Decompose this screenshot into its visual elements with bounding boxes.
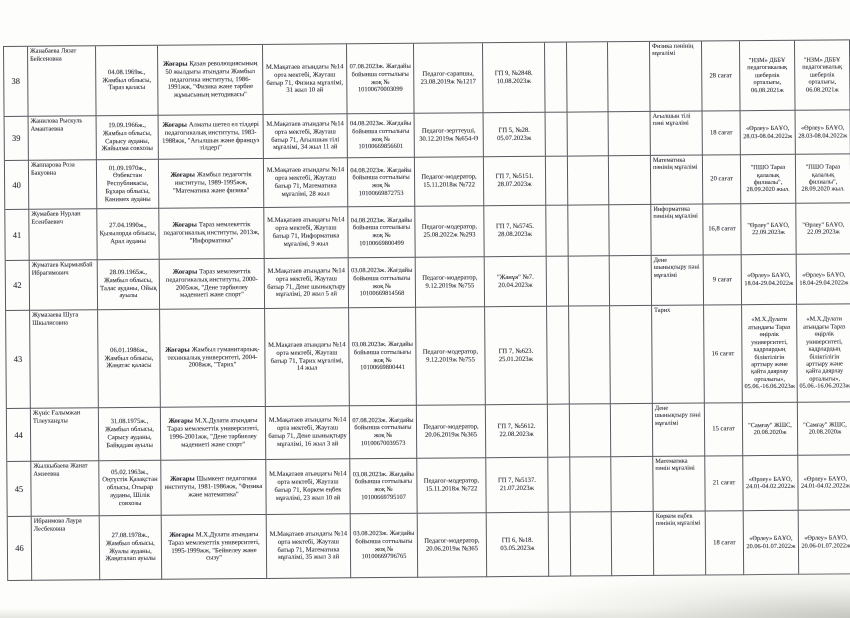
subject-cell: Информатика пәнінің мұғалімі (651, 205, 703, 256)
hours-cell: 9 сағат (704, 255, 742, 305)
spare-cell-1 (546, 157, 568, 206)
education-detail: Жамбыл гуманитарлық-техникалық университеті, 2004-2008жж, "Тарих" (167, 345, 260, 369)
category-cell: Педагог-модератор, 9.12.2019ж №755 (416, 307, 486, 406)
education-detail: Тараз мемлекеттік педагогикалық институты, 2000-2005жж, "Дене тәрбиелеу мәдениеті және спорт" (165, 268, 258, 299)
course-cell-1: "Самғау" ЖШС, 20.08.2020ж (743, 403, 798, 456)
category-cell: Педагог-модератор, 9.12.2019ж №755 (416, 257, 485, 308)
name-cell: Жуматаев Кырмыкбай Ибрагимович (30, 260, 98, 311)
name-cell: Жумазаева Шуга Шкылисовна (30, 310, 99, 409)
category-cell: Педагог-зерттеуші, 30.12.2019ж №654-Ө (415, 113, 484, 158)
course-cell-2: "Өрлеу" БАҰО, 22.09.2023ж (796, 203, 850, 254)
name-cell: Жанилова Рыскуль Амантаевна (29, 116, 97, 161)
subject-cell: Математика пәнінің мұғалімі (651, 156, 703, 205)
birth-cell: 01.09.1970ж., Өзбекстан Республикасы, Бұхара облысы, Канимех ауданы (97, 160, 159, 209)
table-row (6, 304, 850, 409)
course-cell-1: «Өрлеу» БАҰО, 28.03-08.04.2022ж (741, 111, 796, 155)
education-level-label: Жоғары (163, 60, 188, 68)
workplace-cell: М.Мақатаев атындағы №14 орта мектебі, Жауташ батыр 71, Физика мұғалімі, 31 жыл 10 ай (263, 44, 348, 115)
spare-cell-2 (568, 205, 609, 256)
course-cell-2: "Самғау" ЖШС, 20.08.2020ж (798, 402, 850, 455)
course-cell-2: "НЗМ» ДББҰ педагогикалық шеберлік орталығы, 06.08.2021ж (795, 40, 850, 110)
spare-cell-2 (568, 112, 609, 156)
gp-cell: "Жанұя" №7. 20.04.2023ж (485, 257, 547, 307)
record-cell: 03.08.2023ж. Жағдайы бойынша соттылығы жоқ № 10100669796765 (351, 514, 419, 579)
spare-cell-3 (610, 256, 652, 306)
education-level-label: Жоғары (170, 475, 195, 484)
birth-cell: 31.08.1975ж., Жамбыл облысы, Сарысу ауданы, Байқадам ауылы (99, 408, 161, 461)
table-row (5, 110, 850, 161)
subject-cell: Көркем еңбек пәнінің мұғалімі (654, 511, 707, 575)
course-cell-1: "ПШО Тараз қалалық филиалы", 28.09.2020 жыл. (741, 155, 796, 204)
spare-cell-1 (546, 113, 568, 157)
spare-cell-1 (549, 513, 572, 577)
hours-cell: 18 сағат (706, 511, 745, 575)
education-detail: Жамбыл педагогтік институты, 1989-1995жж, "Математика және физика" (172, 171, 252, 195)
table-row (6, 254, 850, 311)
subject-cell: Физика пәнінің мұғалімі (650, 42, 703, 112)
category-cell: Педагог-модератор, 20.06.2019ж №365 (417, 405, 486, 459)
education-detail: Қазан революциясының 50 жылдығы атындағы Жамбыл педагогика институты, 1986-1991жж, "Физика және тәрбие жұмысының методикасы" (165, 60, 258, 99)
table-row (5, 203, 850, 261)
spare-cell-3 (611, 457, 653, 512)
education-cell (161, 407, 266, 461)
course-cell-1: «Өрлеу» БАҰО, 18.04-29.04.2022ж (742, 255, 797, 305)
workplace-cell: М.Мақатаев атындағы №14 орта мектебі, Жауташ батыр 71, Информатика мұғалімі, 9 жыл (264, 207, 348, 259)
spare-cell-2 (567, 42, 609, 112)
hours-cell: 16 сағат (704, 305, 743, 403)
record-cell: 03.08.2023ж. Жағдайы бойынша соттылығы жоқ № 10100669814568 (349, 258, 416, 309)
birth-cell: 06.01.1986ж., Жамбыл облысы, Жаңатас қаласы (98, 310, 161, 408)
category-cell: Педагог-сарапшы, 23.08.2019ж №1217 (414, 43, 484, 114)
row-number-cell: 39 (5, 117, 29, 161)
gp-cell: ГП 7, №623. 25.01.2023ж (485, 307, 548, 405)
record-cell: 03.08.2023ж. Жағдайы бойынша соттылығы жоқ № 10100669800441 (349, 308, 417, 407)
birth-cell: 28.09.1965ж., Жамбыл облысы, Талас ауданы, Ойық ауылы (98, 260, 160, 310)
education-level-label: Жоғары (169, 531, 194, 539)
table-row (5, 154, 850, 210)
spare-cell-3 (608, 42, 651, 112)
table-row (7, 402, 850, 462)
spare-cell-2 (569, 256, 610, 306)
education-level-label: Жоғары (172, 268, 198, 276)
spare-cell-3 (611, 404, 653, 457)
gp-cell: ГП 6, №18. 03.05.2023ж (487, 513, 550, 577)
hours-cell: 15 сағат (705, 403, 743, 456)
name-cell: Жаппарова Роза Бакуовна (29, 160, 97, 210)
row-number-cell: 44 (7, 409, 31, 462)
course-cell-2: «Өрлеу» БАҰО, 20.06-01.07.2022ж (799, 510, 850, 574)
record-cell: 07.08.2023ж. Жағдайы бойынша соттылығы жоқ № 10100670039573 (350, 406, 417, 460)
education-cell (159, 208, 264, 260)
spare-cell-3 (610, 306, 653, 404)
birth-cell: 27.08.1978ж., Жамбыл облысы, Жуалы ауданы, Жаңаталап ауылы (100, 516, 163, 580)
table-row (8, 510, 850, 581)
education-detail: Тараз мемлекеттік педагогикалық институты, 2013ж, "Информатика" (163, 221, 260, 245)
course-cell-2: «Өрлеу» БАҰО, 24.01-04.02.2022ж (798, 455, 850, 510)
hours-cell: 21 сағат (705, 456, 743, 511)
subject-cell: Ағылшын тілі пәні мұғалімі (651, 112, 703, 156)
gp-cell: ГП 7, №5151. 28.07.2023ж (484, 157, 546, 206)
row-number-cell: 38 (4, 47, 29, 117)
row-number-cell: 40 (5, 161, 29, 210)
spare-cell-2 (570, 457, 611, 512)
hours-cell: 16,8 сағат (703, 204, 741, 255)
education-detail: М.Х.Дулати атындағы Тараз мемлекеттік университеті, 1995-1999жж, "Бейнелеу және сызу" (168, 530, 260, 562)
record-cell: 04.08.2023ж. Жағдайы бойынша соттылығы жоқ № 10100669872753 (348, 158, 415, 208)
workplace-cell: М.Мақатаев атындағы №14 орта мектебі, Жауташ батыр 71, Көркем еңбек мұғалімі, 23 жыл 10 ай (266, 459, 350, 515)
record-cell: 04.08.2023ж. Жағдайы бойынша соттылығы жоқ № 10100669800499 (348, 207, 415, 259)
spare-cell-3 (612, 512, 655, 576)
gp-cell: ГП 7, №5612. 22.08.2023ж (486, 405, 548, 458)
subject-cell: Дене шынықтыру пәні мұғалімі (652, 256, 704, 306)
hours-cell: 28 сағат (702, 41, 741, 111)
staff-table (3, 39, 850, 581)
course-cell-1: «Өрлеу» БАҰО, 24.01-04.02.2022ж (743, 456, 798, 511)
education-cell (160, 309, 266, 408)
row-number-cell: 43 (6, 311, 31, 409)
hours-cell: 18 сағат (703, 111, 741, 155)
name-cell: Ибраимова Лаура Лесбековна (32, 516, 101, 581)
row-number-cell: 45 (7, 462, 31, 517)
table-row (7, 455, 850, 517)
gp-cell: ГП 7, №5745. 28.08.2023ж (484, 206, 546, 257)
spare-cell-1 (545, 43, 568, 113)
education-detail: М.Х.Дулати атындағы Тараз мемлекеттік университеті, 1996-2001жж, "Дене тәрбиелеу мәдениеті және спорт" (167, 417, 259, 449)
spare-cell-2 (568, 156, 609, 205)
row-number-cell: 46 (8, 517, 33, 581)
course-cell-2: "ПШО Тараз қалалық филиалы", 28.09.2020 жыл. (796, 154, 850, 203)
hours-cell: 20 сағат (703, 155, 741, 204)
workplace-cell: М.Мақатаев атындағы №14 орта мектебі, Жауташ батыр 71, Математика мұғалімі, 28 жыл (264, 158, 348, 208)
education-detail: Шымкент педагогика институты, 1981-1986жж, "Физика және математика" (164, 475, 263, 499)
course-cell-2: «М.Х.Дулати атындағы Тараз өңірлік университеті, кадрлардың біліктілігін арттыру және қайта даярлау орталығы», 05.06.-16.06.2023ж (797, 304, 850, 402)
workplace-cell: М.Мақатаев атындағы №14 орта мектебі, Жауташ батыр 71, Тарих мұғалімі, 14 жыл (265, 308, 350, 407)
workplace-cell: М.Мақатаев атындағы №14 орта мектебі, Жауташ батыр 71, Математика мұғалімі, 35 жыл 3 ай (267, 514, 352, 579)
spare-cell-1 (548, 405, 570, 458)
course-cell-2: «Өрлеу» БАҰО, 18.04-29.04.2022ж (797, 254, 850, 304)
education-cell (159, 115, 264, 160)
spare-cell-2 (569, 306, 611, 404)
education-level-label: Жоғары (172, 221, 197, 230)
education-cell (158, 45, 264, 116)
birth-cell: 19.09.1966ж., Жамбыл облысы, Сарысу ауданы, Жайылма совхозы (97, 116, 159, 160)
course-cell-1: "НЗМ» ДББҰ педагогикалық шеберлік орталығы, 06.08.2021ж (740, 41, 796, 111)
spare-cell-1 (546, 206, 568, 257)
education-level-label: Жоғары (165, 346, 190, 354)
row-number-cell: 41 (5, 210, 29, 261)
spare-cell-3 (609, 112, 651, 156)
subject-cell: Математика пәнін мұғалімі (653, 456, 705, 511)
name-cell: Жанабаева Лязат Бейсеновна (28, 46, 97, 117)
education-level-label: Жоғары (162, 121, 187, 129)
record-cell: 03.08.2023ж. Жағдайы бойынша соттылығы жоқ № 10100669795107 (350, 459, 417, 515)
course-cell-1: «Өрлеу» БАҰО, 20.06-01.07.2022ж (744, 511, 800, 575)
scan-corner-shadow (510, 572, 850, 618)
education-cell (159, 159, 264, 209)
workplace-cell: М.Мақатаев атындағы №14 орта мектебі, Жауташ батыр 71, Дене шынықтыру мұғалімі, 20 жыл 5 ай (265, 258, 349, 309)
workplace-cell: М.Мақатаев атындағы №14 орта мектебі, Жауташ батыр 71, Дене шынықтыру мұғалімі, 16 жыл 3 ай (266, 406, 350, 460)
spare-cell-3 (609, 156, 651, 205)
education-level-label: Жоғары (170, 171, 195, 180)
education-cell (161, 460, 266, 516)
subject-cell: Дене шынықтыру пәні мұғалімі (653, 403, 705, 456)
birth-cell: 05.02.1963ж., Оңтүстік Қазақстан облысы, Отырар ауданы, Шілік совхозы (99, 461, 161, 516)
name-cell: Жылкыбаева Жанат Амзеевна (31, 461, 99, 517)
spare-cell-2 (570, 404, 611, 457)
education-cell (162, 515, 267, 580)
birth-cell: 27.04.1990ж., Қызылорда облысы, Арал ауданы (97, 209, 159, 260)
category-cell: Педагог-модератор, 25.08.2022ж №293 (415, 206, 484, 258)
spare-cell-1 (548, 458, 570, 513)
course-cell-1: «М.Х.Дулати атындағы Тараз өңірлік университеті, кадрлардың біліктілігін арттыру және қайта даярлау орталығы», 05.06.-16.06.2023ж (742, 305, 798, 403)
education-detail: Алматы шетел ел тілдері педагогикалық институты, 1983-1988жж, "Ағылшын және француз тілдері" (162, 120, 260, 152)
record-cell: 04.08.2023ж. Жағдайы бойынша соттылығы жоқ № 10100669856601 (348, 114, 415, 159)
course-cell-1: "Өрлеу" БАҰО, 22.09.2023ж (741, 204, 796, 255)
record-cell: 07.08.2023ж. Жағдайы бойынша соттылығы жоқ № 10100670003099 (347, 44, 415, 115)
gp-cell: ГП 9, №2848. 10.08.2023ж (483, 43, 546, 113)
workplace-cell: М.Мақатаев атындағы №14 орта мектебі, Жауташ батыр 71, Ағылшын тілі мұғалімі, 34 жыл 11 ай (264, 114, 348, 159)
name-cell: Жүніс Ғалымжан Тілеуханұлы (31, 408, 99, 462)
category-cell: Педагог-модератор, 20.06.2019ж №365 (418, 513, 488, 578)
spare-cell-2 (571, 512, 613, 576)
scan-bottom-edge-shadow (0, 608, 850, 618)
education-cell (160, 259, 265, 310)
birth-cell: 04.08.1969ж., Жамбыл облысы, Тараз қаласы (96, 46, 159, 116)
gp-cell: ГП 5, №28. 05.07.2023ж (484, 113, 546, 157)
category-cell: Педагог-модератор, 15.11.2018ж №722 (417, 458, 486, 514)
name-cell: Жумабаев Нурлан Есенбаевич (29, 209, 97, 261)
table-row (4, 40, 850, 117)
subject-cell: Тарих (652, 306, 705, 404)
row-number-cell: 42 (6, 261, 30, 311)
gp-cell: ГП 7, №5137. 21.07.2023ж (486, 458, 548, 513)
education-level-label: Жоғары (168, 417, 193, 426)
course-cell-2: «Өрлеу» БАҰО, 28.03-08.04.2022ж (796, 110, 850, 154)
spare-cell-3 (609, 205, 651, 256)
category-cell: Педагог-модератор, 15.11.2018ж №722 (415, 157, 484, 207)
spare-cell-1 (547, 307, 570, 405)
spare-cell-1 (547, 257, 569, 307)
